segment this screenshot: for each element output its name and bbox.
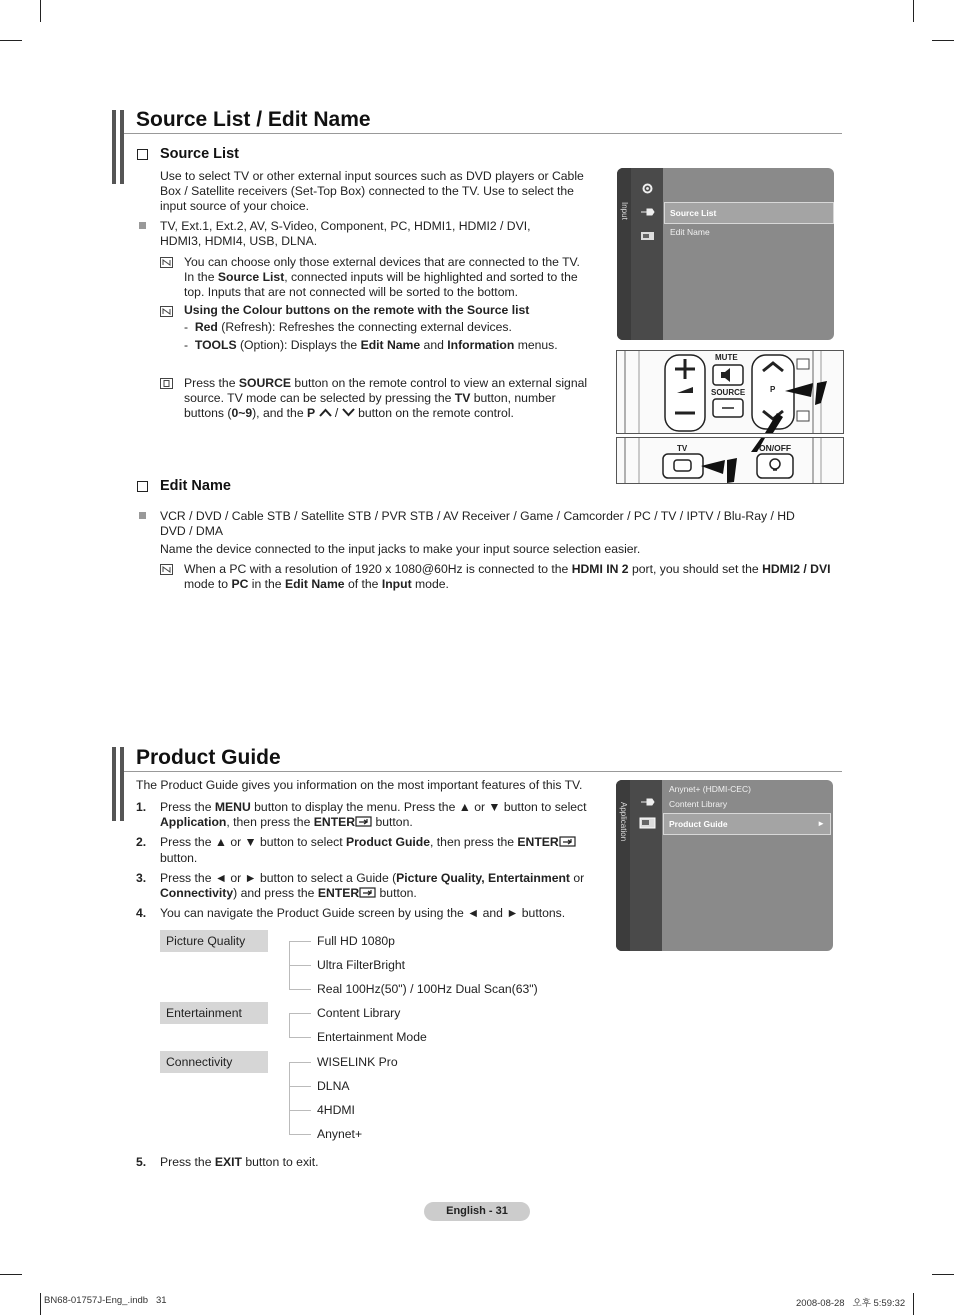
remote-source-label: SOURCE [711, 388, 746, 397]
edit-name-desc: Name the device connected to the input jacks to make your input source selection easier. [160, 542, 641, 556]
sources-line1: TV, Ext.1, Ext.2, AV, S-Video, Component, PC, HDMI1, HDMI2 / DVI, [160, 219, 531, 233]
footer-timestamp: 2008-08-28 오후 5:59:32 [796, 1298, 906, 1309]
note-icon [160, 306, 173, 317]
note1-line1: You can choose only those external devices that are connected to the TV. [184, 255, 580, 269]
crop-mark [0, 1274, 22, 1275]
edit-note-line1: When a PC with a resolution of 1920 x 1080@60Hz is connected to the HDMI IN 2 port, you should set the HDMI2 / DVI [184, 562, 831, 576]
tree-tick [289, 1134, 311, 1135]
step-number: 5. [136, 1155, 147, 1169]
osd-item-edit-name: Edit Name [670, 227, 710, 237]
guide-item: Entertainment Mode [317, 1030, 427, 1044]
osd-selected-product-guide: Product Guide ► [663, 813, 831, 835]
crop-mark [40, 1293, 41, 1315]
enter-icon [359, 887, 376, 898]
crop-mark [0, 40, 22, 41]
chevron-down-icon [342, 408, 355, 417]
note2-tools: - TOOLS (Option): Displays the Edit Name and Information menus. [184, 338, 558, 352]
section-title-source-list: Source List / Edit Name [136, 108, 371, 131]
application-icon [640, 231, 655, 241]
remote-tv-label: TV [677, 444, 688, 453]
tree-tick [289, 1013, 311, 1014]
title-rule [124, 133, 842, 134]
bullet-icon [139, 222, 146, 229]
note-icon [160, 257, 173, 268]
tree-tick [289, 965, 311, 966]
note2-heading: Using the Colour buttons on the remote with the Source list [184, 303, 530, 317]
note3-line3: buttons (0~9), and the P / button on the remote control. [184, 406, 514, 420]
heading-source-list: Source List [160, 146, 239, 162]
crop-mark [932, 1274, 954, 1275]
step2-line2: button. [160, 851, 198, 865]
enter-icon [559, 836, 576, 847]
remote-p-label: P [770, 385, 776, 394]
step-number: 1. [136, 800, 147, 814]
page-number-badge [424, 1202, 530, 1221]
category-picture-quality: Picture Quality [160, 930, 268, 952]
guide-item: DLNA [317, 1079, 350, 1093]
remote-control-bottom [616, 437, 844, 484]
guide-item: Real 100Hz(50") / 100Hz Dual Scan(63") [317, 982, 538, 996]
guide-item: WISELINK Pro [317, 1055, 398, 1069]
note1-line2: In the Source List, connected inputs will be highlighted and sorted to the [184, 270, 578, 284]
play-arrow-icon: ► [817, 819, 825, 828]
input-plug-icon [640, 797, 656, 807]
guide-item: 4HDMI [317, 1103, 355, 1117]
bullet-icon [139, 512, 146, 519]
tree-line [289, 1062, 290, 1134]
category-connectivity: Connectivity [160, 1051, 268, 1073]
step-number: 3. [136, 871, 147, 885]
tree-tick [289, 1037, 311, 1038]
tree-tick [289, 1110, 311, 1111]
enter-icon [355, 816, 372, 827]
step1-line2: Application, then press the ENTER button. [160, 815, 413, 829]
note3-line1: Press the SOURCE button on the remote control to view an external signal [184, 376, 588, 390]
osd-side-label: Input [620, 202, 629, 220]
osd-sidebar-strip [617, 168, 631, 340]
tree-line [289, 1013, 290, 1037]
tree-tick [289, 941, 311, 942]
osd-application-menu [616, 780, 833, 951]
devices-line1: VCR / DVD / Cable STB / Satellite STB / PVR STB / AV Receiver / Game / Camcorder / PC / TV / IPTV / Blu-Ray / HD [160, 509, 795, 523]
crop-mark [40, 0, 41, 22]
guide-item: Full HD 1080p [317, 934, 395, 948]
section-bar [120, 747, 124, 821]
section-title-product-guide: Product Guide [136, 746, 281, 769]
remote-illustration [617, 438, 843, 483]
crop-mark [913, 1293, 914, 1315]
title-rule [124, 771, 842, 772]
gear-icon [641, 182, 654, 195]
heading-edit-name: Edit Name [160, 478, 231, 494]
note1-line3: top. Inputs that are not connected will be sorted to the bottom. [184, 285, 519, 299]
osd-side-label: Application [619, 802, 628, 842]
section-bar [120, 110, 124, 184]
tree-tick [289, 989, 311, 990]
section-bar [112, 110, 116, 184]
chevron-up-icon [319, 408, 332, 417]
step-number: 4. [136, 906, 147, 920]
source-list-intro: Use to select TV or other external input sources such as DVD players or Cable Box / Satellite receivers (Set-Top Box) connected to the TV. Use to select the input source of your choice. [160, 169, 584, 213]
step3-line1: Press the ◄ or ► button to select a Guide (Picture Quality, Entertainment or [160, 871, 585, 885]
remote-note-icon [160, 378, 173, 389]
remote-mute-label: MUTE [715, 353, 738, 362]
checkbox-icon [137, 149, 148, 160]
category-entertainment: Entertainment [160, 1002, 268, 1024]
step2-line1: Press the ▲ or ▼ button to select Product Guide, then press the ENTER [160, 835, 576, 850]
checkbox-icon [137, 481, 148, 492]
osd-item-anynet: Anynet+ (HDMI-CEC) [669, 784, 751, 794]
remote-control-top [616, 350, 844, 434]
guide-item: Content Library [317, 1006, 401, 1020]
guide-item: Anynet+ [317, 1127, 363, 1141]
crop-mark [913, 0, 914, 22]
product-guide-intro: The Product Guide gives you information on the most important features of this TV. [136, 778, 583, 792]
step4-text: You can navigate the Product Guide screen by using the ◄ and ► buttons. [160, 906, 566, 920]
application-icon [639, 817, 656, 829]
footer-file: BN68-01757J-Eng_.indb 31 [44, 1295, 167, 1306]
remote-onoff-label: ON/OFF [759, 443, 792, 453]
tree-tick [289, 1086, 311, 1087]
section-bar [112, 747, 116, 821]
edit-note-line2: mode to PC in the Edit Name of the Input mode. [184, 577, 449, 591]
osd-selected-source-list: Source List [664, 202, 834, 224]
step1-line1: Press the MENU button to display the menu. Press the ▲ or ▼ button to select [160, 800, 587, 814]
step5-text: Press the EXIT button to exit. [160, 1155, 319, 1169]
crop-mark [932, 40, 954, 41]
step-number: 2. [136, 835, 147, 849]
osd-input-menu [617, 168, 834, 340]
note2-red: - Red (Refresh): Refreshes the connecting external devices. [184, 320, 512, 334]
page-number-label: English - 31 [446, 1205, 508, 1217]
osd-item-content-library: Content Library [669, 799, 728, 809]
sources-line2: HDMI3, HDMI4, USB, DLNA. [160, 234, 318, 248]
input-plug-icon [640, 207, 656, 217]
note-icon [160, 564, 173, 575]
devices-line2: DVD / DMA [160, 524, 223, 538]
guide-item: Ultra FilterBright [317, 958, 406, 972]
tree-tick [289, 1062, 311, 1063]
note3-line2: source. TV mode can be selected by pressing the TV button, number [184, 391, 556, 405]
step3-line2: Connectivity) and press the ENTER button. [160, 886, 417, 900]
